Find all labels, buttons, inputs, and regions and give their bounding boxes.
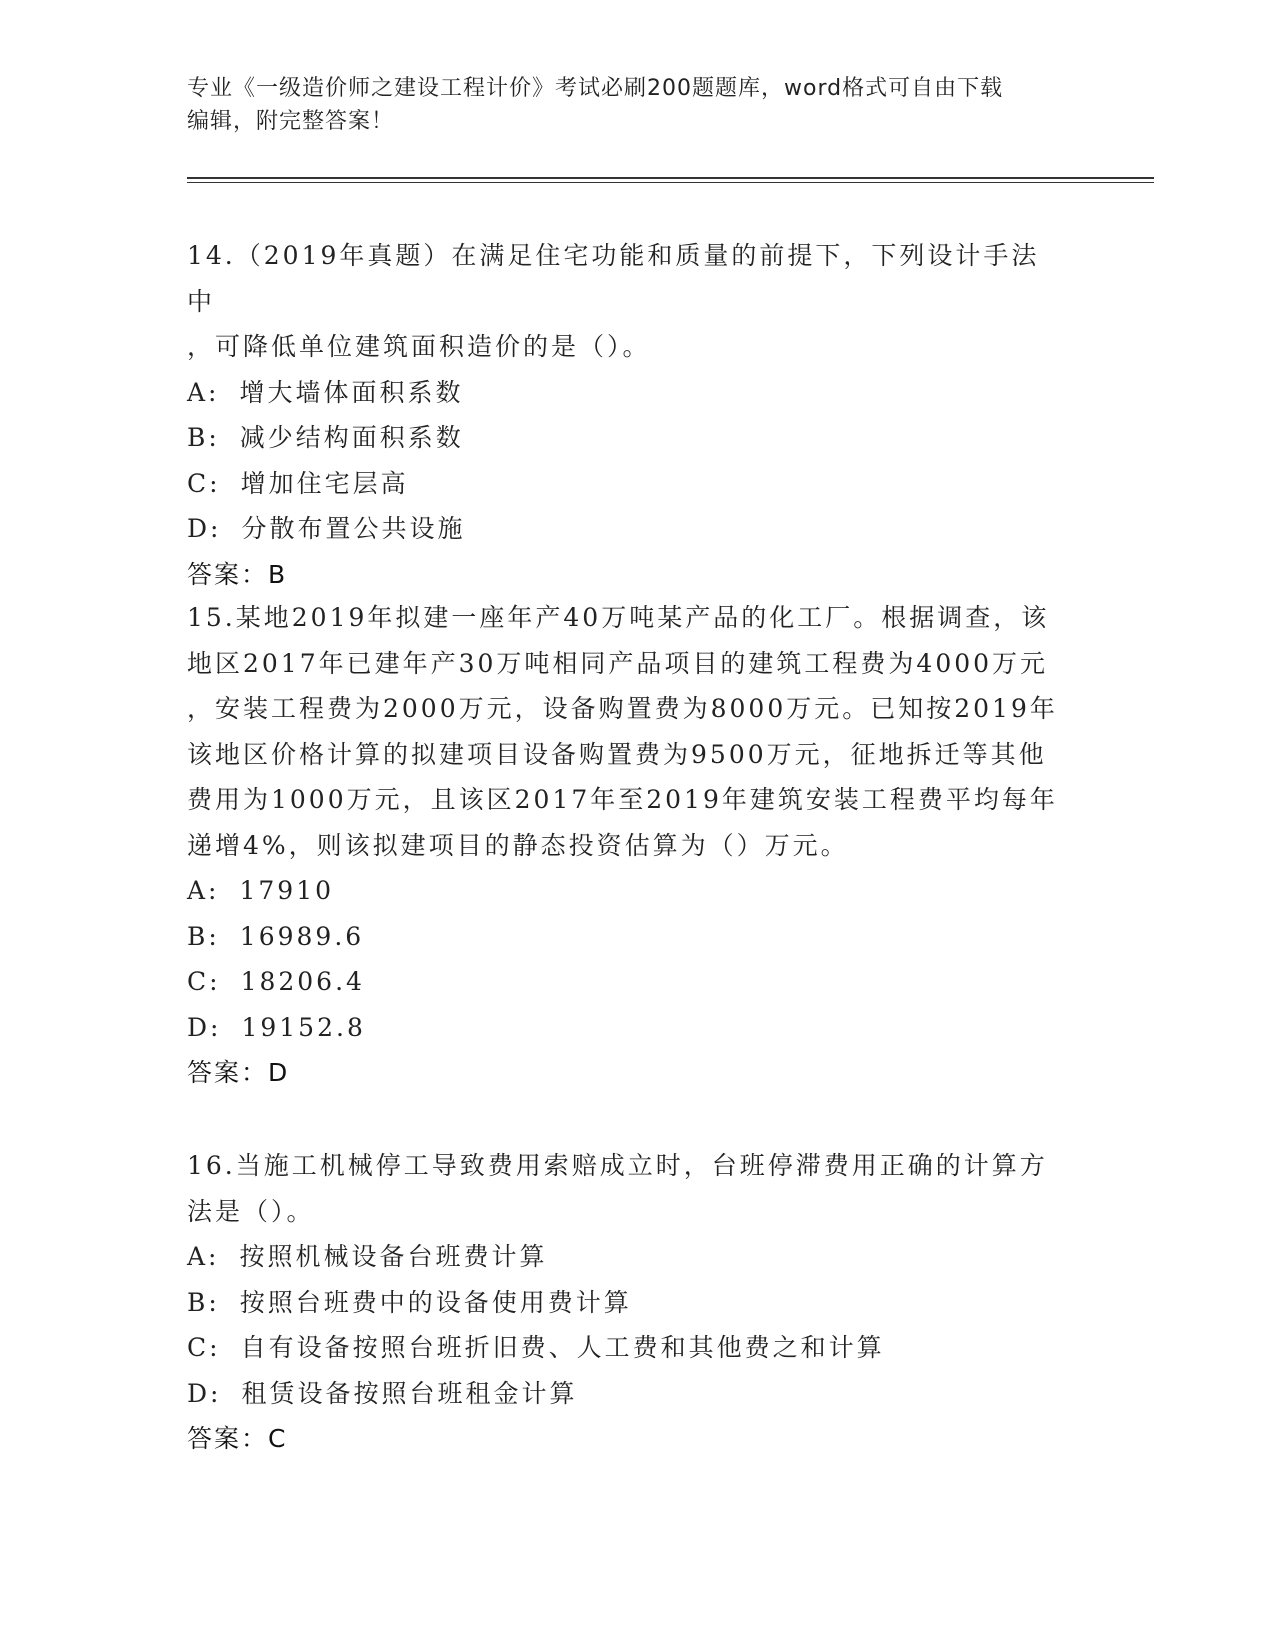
option-text: 分散布置公共设施 <box>241 514 466 543</box>
option-text: 减少结构面积系数 <box>239 423 464 452</box>
question-stem-line: 14.（2019年真题）在满足住宅功能和质量的前提下，下列设计手法中 <box>187 241 1040 316</box>
answer-line: 答案：D <box>187 1058 290 1087</box>
option-b <box>187 415 1067 461</box>
option-letter: B: <box>187 921 220 951</box>
option-letter: A: <box>187 377 220 407</box>
question-stem-line: ，安装工程费为2000万元，设备购置费为8000万元。已知按2019年 <box>187 694 1058 723</box>
header-divider <box>187 182 1154 183</box>
option-text: 19152.8 <box>241 1012 366 1042</box>
option-c <box>187 461 1067 507</box>
option-text: 租赁设备按照台班租金计算 <box>241 1378 578 1408</box>
answer-line: 答案：B <box>187 559 288 589</box>
question-block <box>187 1143 1067 1462</box>
option-d <box>187 506 1067 552</box>
option-text: 16989.6 <box>239 921 365 951</box>
question-stem-line: 地区2017年已建年产30万吨相同产品项目的建筑工程费为4000万元 <box>187 648 1049 678</box>
header-divider <box>187 177 1154 179</box>
question-stem-line: 15.某地2019年拟建一座年产40万吨某产品的化工厂。根据调查，该 <box>187 603 1050 632</box>
option-letter: D: <box>187 1012 222 1042</box>
question-stem-line: 递增4%，则该拟建项目的静态投资估算为（）万元。 <box>187 830 849 860</box>
header-line: 编辑，附完整答案！ <box>187 109 395 134</box>
option-d <box>187 1371 1067 1417</box>
question-stem-line: 费用为1000万元，且该区2017年至2019年建筑安装工程费平均每年 <box>187 785 1058 814</box>
option-text: 自有设备按照台班折旧费、人工费和其他费之和计算 <box>240 1333 885 1362</box>
option-text: 17910 <box>239 876 335 905</box>
question-stem-line: 该地区价格计算的拟建项目设备购置费为9500万元，征地拆迁等其他 <box>187 739 1047 769</box>
question-stem-line: 法是（）。 <box>187 1196 315 1226</box>
option-letter: D: <box>187 1378 222 1408</box>
option-text: 按照台班费中的设备使用费计算 <box>239 1287 632 1317</box>
option-letter: A: <box>187 1242 220 1271</box>
option-text: 按照机械设备台班费计算 <box>239 1242 548 1271</box>
option-b <box>187 1280 1067 1326</box>
option-letter: C: <box>187 1333 221 1362</box>
option-a <box>187 370 1067 416</box>
option-letter: A: <box>187 876 220 905</box>
option-letter: C: <box>187 967 221 996</box>
option-b <box>187 914 1067 960</box>
option-a <box>187 1234 1067 1280</box>
question-block <box>187 233 1067 597</box>
answer-line: 答案：C <box>187 1424 288 1453</box>
option-c <box>187 1325 1067 1371</box>
option-text: 增大墙体面积系数 <box>239 377 464 407</box>
option-text: 18206.4 <box>240 967 365 996</box>
option-a <box>187 868 1067 914</box>
option-text: 增加住宅层高 <box>240 468 409 498</box>
question-stem-line: 16.当施工机械停工导致费用索赔成立时，台班停滞费用正确的计算方 <box>187 1151 1048 1180</box>
page-header <box>187 72 1067 138</box>
option-letter: B: <box>187 423 220 452</box>
option-c <box>187 959 1067 1005</box>
question-block <box>187 595 1067 1096</box>
option-letter: D: <box>187 514 222 543</box>
header-line: 专业《一级造价师之建设工程计价》考试必刷200题题库，word格式可自由下载 <box>187 76 1004 101</box>
option-letter: C: <box>187 468 221 498</box>
option-d <box>187 1005 1067 1051</box>
option-letter: B: <box>187 1287 220 1317</box>
question-stem-line: ，可降低单位建筑面积造价的是（）。 <box>187 332 651 361</box>
